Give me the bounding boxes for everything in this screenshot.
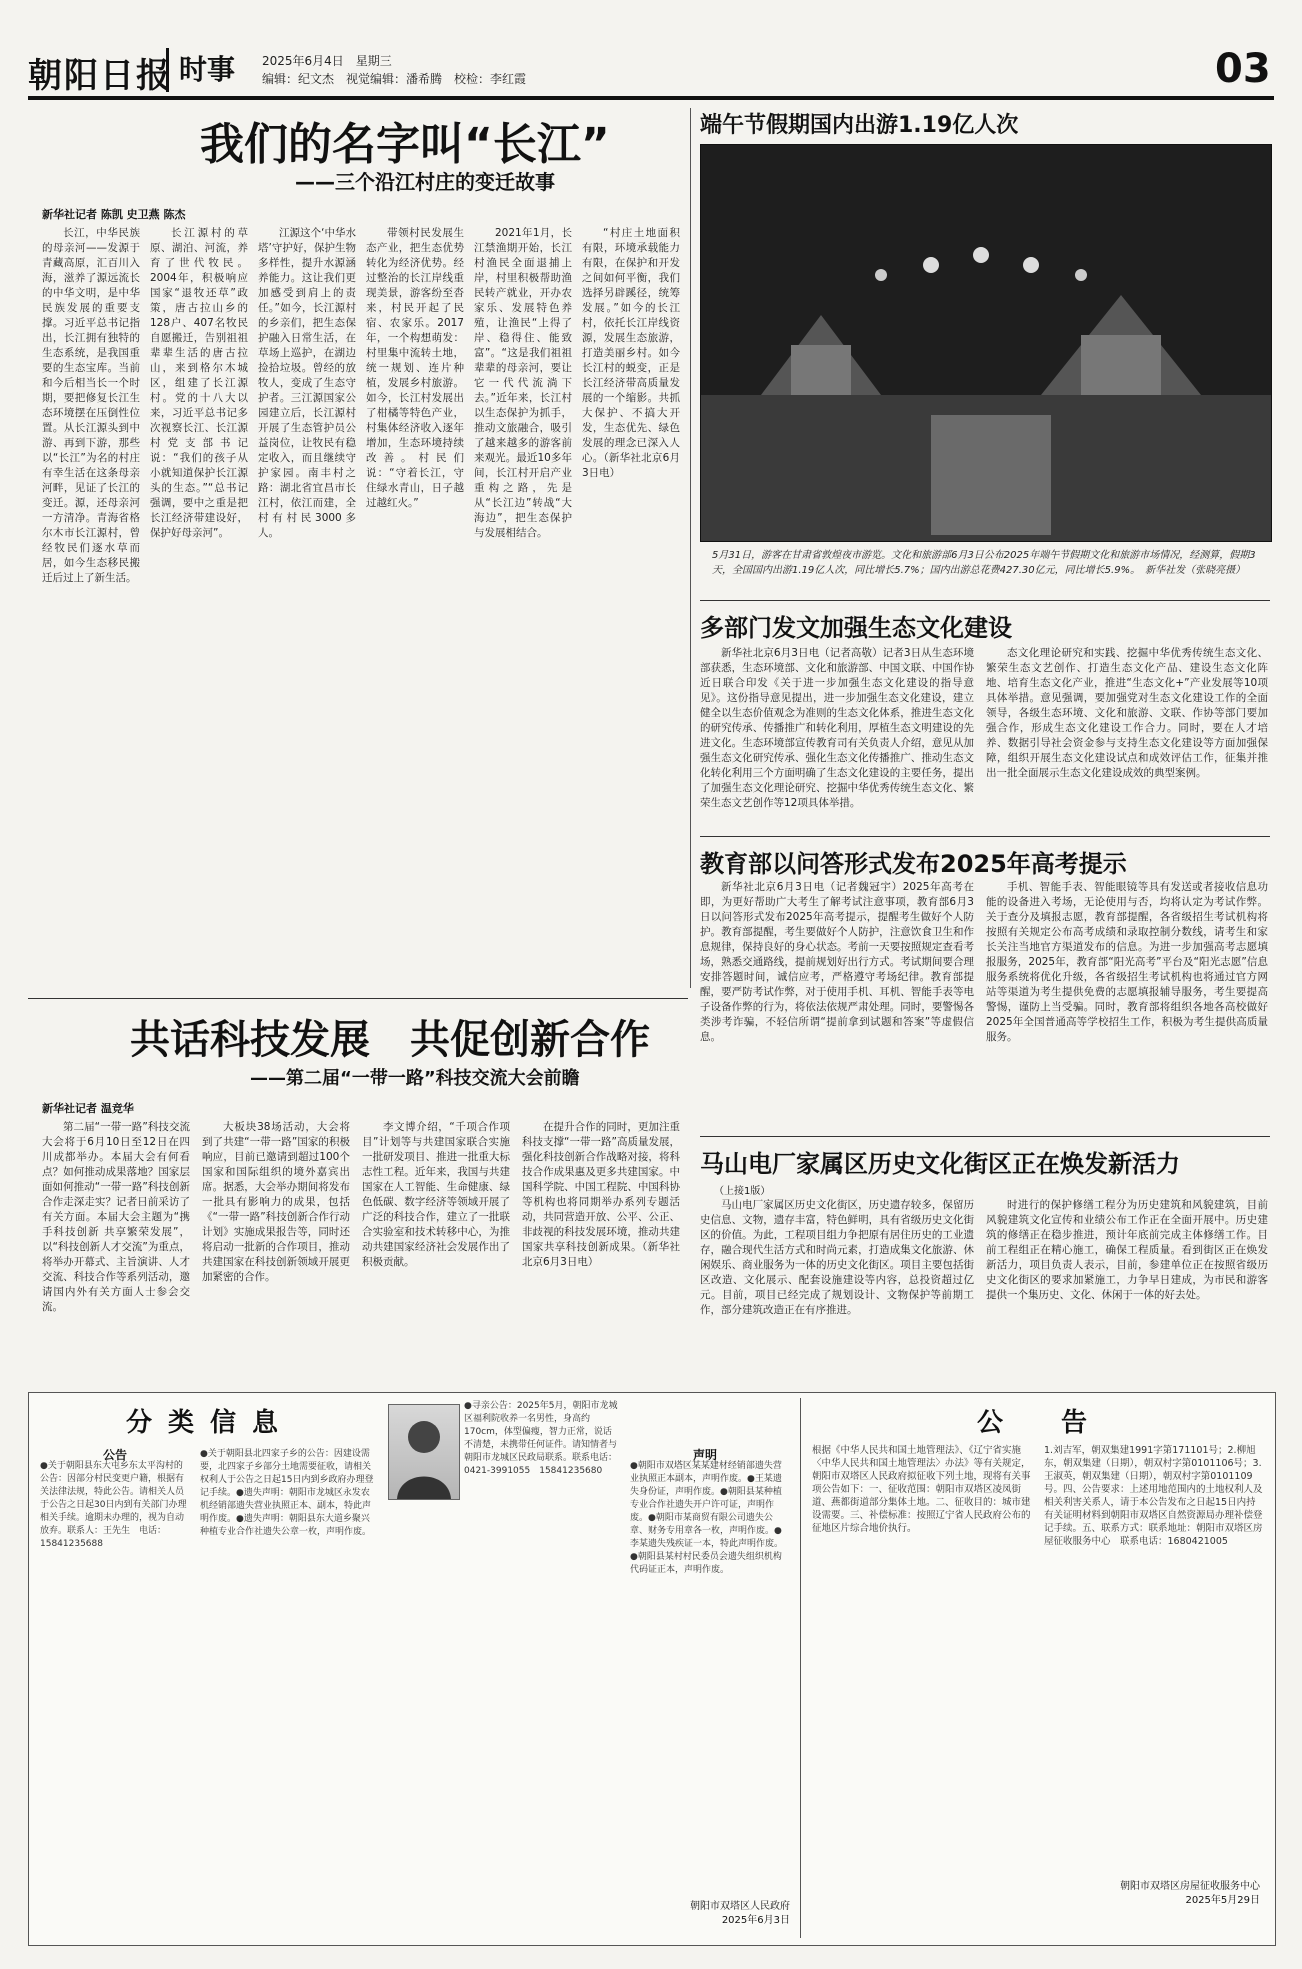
article5-byline: 新华社记者 温竞华 xyxy=(42,1102,134,1115)
photo-illustration xyxy=(701,145,1271,541)
article4-column-2: 手机、智能手表、智能眼镜等具有发送或者接收信息功能的设备进入考场，无论使用与否，均将认定为考试作弊。关于查分及填报志愿，教育部提醒，各省级招生考试机构将按照有关规定公布高考成绩和录取控制分数线，请考生和家长关注当地官方渠道发布的信息。为进一步加强高考志愿填报服务，2025年，教育部“阳光高考”平台及“阳光志愿”信息服务系统将优化升级，各省级招生考试机构也将通过官方网站等渠道为考生提供免费的志愿填报辅导服务，考生要提高警惕，谨防上当受骗。同时，教育部将组织各地各高校做好2025年全国普通高等学校招生工作，积极为考生提供高质量服务。 xyxy=(986,881,1268,1043)
article1-byline: 新华社记者 陈凯 史卫燕 陈杰 xyxy=(42,208,186,221)
article5-column-2: 大板块38场活动，大会将到了共建“一带一路”国家的积极响应，目前已邀请到超过100个国家和国际组织的境外嘉宾出席。据悉，大会举办期间将发布一批具有影响力的成果，包括《“一带一路”科技创新合作行动计划》实施成果报告等，同时还将启动一批新的合作项目，推动共建国家在科技创新领域开展更加紧密的合作。 xyxy=(202,1121,350,1283)
signature-org: 朝阳市双塔区房屋征收服务中心 xyxy=(1120,1881,1260,1892)
classified-column-2: ●关于朝阳县北四家子乡的公告：因建设需要，北四家子乡部分土地需要征收，请相关权利人于公告之日起15日内到乡政府办理登记手续。●遗失声明：朝阳市龙城区永发农机经销部遗失营业执照正本、副本，特此声明作废。●遗失声明：朝阳县东大道乡聚兴种植专业合作社遗失公章一枚，声明作废。 xyxy=(200,1449,374,1537)
article6-title: 马山电厂家属区历史文化街区正在焕发新活力 xyxy=(700,1150,1180,1178)
article4-column-1: 新华社北京6月3日电（记者魏冠宇）2025年高考在即，为更好帮助广大考生了解考试注意事项，教育部6月3日以问答形式发布2025年高考提示，提醒考生做好个人防护。教育部提醒，考生要做好个人防护，注意饮食卫生和作息规律，保持良好的身心状态。考前一天要按照规定查看考场，熟悉交通路线，提前规划好出行方式。考试期间要合理安排答题时间，诚信应考，严格遵守考场纪律。教育部提醒，要严防考试作弊，对于使用手机、耳机、智能手表等电子设备作弊的行为，将依法依规严肃处理。同时，要警惕各类涉考诈骗，不轻信所谓“提前拿到试题和答案”等虚假信息。 xyxy=(700,881,974,1043)
article5-column-1: 第二届“一带一路”科技交流大会将于6月10日至12日在四川成都举办。本届大会有何看点？如何推动成果落地？国家层面如何推动“一带一路”科技创新合作走深走实？记者日前采访了有关方面。本届大会主题为“携手科技创新 共享繁荣发展”，以“科技创新人才交流”为重点，将举办开幕式、主旨演讲、人才交流、科技合作等系列活动，邀请国内外有关方面人士参会交流。 xyxy=(42,1121,190,1313)
newspaper-logo: 朝阳日报 xyxy=(28,56,172,96)
masthead-meta xyxy=(262,52,526,88)
section-divider xyxy=(700,1136,1270,1137)
article1-subtitle: ——三个沿江村庄的变迁故事 xyxy=(295,170,555,194)
editors-line: 编辑：纪文杰 视觉编辑：潘希腾 校检：李红霞 xyxy=(262,72,527,86)
public-notice-column-2: 1.刘吉军，朝双集建1991字第171101号；2.柳旭东，朝双集建（日期），朝双村字第0101106号；3.王淑英，朝双集建（日期），朝双村字第0101109号。四、公告要求：上述用地范围内的土地权利人及相关利害关系人，请于本公告发布之日起15日内持有关证明材料到朝阳市双塔区自然资源局办理补偿登记手续。五、联系方式：联系地址：朝阳市双塔区房屋征收服务中心 联系电话：1680421005 xyxy=(1044,1445,1263,1547)
article6-column-1: 马山电厂家属区历史文化街区，历史遗存较多，保留历史信息、文物，遗存丰富，特色鲜明，具有省级历史文化街区的价值。为此，工程项目组力争把原有居住历史的工业遗存，融合现代生活方式和时尚元素，打造成集文化旅游、休闲娱乐、商业服务为一体的历史文化街区。项目主要包括街区改造、文化展示、配套设施建设等内容，总投资超过亿元。目前，项目已经完成了规划设计、文物保护等前期工作，部分建筑改造正在有序推进。 xyxy=(700,1199,974,1316)
notice-signature-left xyxy=(580,1900,790,1928)
page-number: 03 xyxy=(1215,46,1271,92)
classified-statement-heading: 声明 xyxy=(692,1448,717,1462)
public-notice-column-1: 根据《中华人民共和国土地管理法》、《辽宁省实施〈中华人民共和国土地管理法〉办法》等有关规定，朝阳市双塔区人民政府拟征收下列土地，现将有关事项公告如下：一、征收范围：朝阳市双塔区凌凤街道、燕都街道部分集体土地。二、征收目的：城市建设需要。三、补偿标准：按照辽宁省人民政府公布的征地区片综合地价执行。 xyxy=(812,1445,1031,1534)
classified-column-1: ●关于朝阳县东大屯乡东太平沟村的公告：因部分村民变更户籍，根据有关法律法规，特此公告。请相关人员于公告之日起30日内到有关部门办理相关手续。逾期未办理的，视为自动放弃。联系人：王先生 电话：15841235688 xyxy=(40,1461,187,1549)
article5-title: 共话科技发展 共促创新合作 xyxy=(130,1017,650,1063)
public-notice-title: 公 告 xyxy=(976,1408,1103,1438)
classified-column-4: ●朝阳市双塔区某某建材经销部遗失营业执照正本副本，声明作废。●王某遗失身份证，声明作废。●朝阳县某种植专业合作社遗失开户许可证，声明作废。●朝阳市某商贸有限公司遗失公章、财务专用章各一枚，声明作废。●李某遗失残疾证一本，特此声明作废。●朝阳县某村村民委员会遗失组织机构代码证正本，声明作废。 xyxy=(630,1461,784,1575)
section-divider xyxy=(28,998,688,999)
article5-column-3: 李文博介绍，“千项合作项目”计划等与共建国家联合实施一批研发项目、推进一批重大标志性工程。近年来，我国与共建国家在人工智能、生命健康、绿色低碳、数字经济等领域开展了广泛的科技合作，建立了一批联合实验室和技术转移中心，为推动共建国家经济社会发展作出了积极贡献。 xyxy=(362,1121,510,1268)
article4-title: 教育部以问答形式发布2025年高考提示 xyxy=(700,850,1127,878)
signature-date: 2025年6月3日 xyxy=(721,1915,790,1926)
article3-column-2: 态文化理论研究和实践、挖掘中华优秀传统生态文化、繁荣生态文艺创作、打造生态文化产品、建设生态文化阵地、培育生态文化产业，推进“生态文化+”产业发展等10项具体举措。意见强调，要加强党对生态文化建设工作的全面领导，各级生态环境、文化和旅游、文联、作协等部门要加强合作，形成生态文化建设工作合力。同时，要在人才培养、数据引导社会资金参与支持生态文化建设等方面加强保障，组织开展生态文化建设试点和成效评估工作，征集并推出一批全面展示生态文化建设成效的典型案例。 xyxy=(986,647,1268,779)
article1-column-1: 长江，中华民族的母亲河——发源于青藏高原，汇百川入海，滋养了源远流长的中华文明，是中华民族发展的重要支撑。习近平总书记指出，长江拥有独特的生态系统，是我国重要的生态宝库。当前和今后相当长一个时期，要把修复长江生态环境摆在压倒性位置。从长江源头到中游、再到下游，那些以“长江”为名的村庄有幸生活在这条母亲河畔，见证了长江的变迁。源，还母亲河一方清净。青海省格尔木市长江源村，曾经牧民们逐水草而居，如今生态移民搬迁后过上了新生活。 xyxy=(42,227,140,584)
article3-title: 多部门发文加强生态文化建设 xyxy=(700,614,1012,642)
article2-caption: 5月31日，游客在甘肃省敦煌夜市游览。文化和旅游部6月3日公布2025年端午节假期文化和旅游市场情况，经测算，假期3天，全国国内出游1.19亿人次，同比增长5.7%；国内出游总花费427.30亿元，同比增长5.9%。 新华社发（张晓亮摄） xyxy=(712,550,1256,576)
public-notice-signature xyxy=(1060,1880,1260,1908)
article6-column-2: 时进行的保护修缮工程分为历史建筑和风貌建筑，目前风貌建筑文化宣传和业绩公布工作正在全面开展中。历史建筑的修缮正在稳步推进，预计年底前完成主体修缮工作。目前工程组正在精心施工，确保工程质量。看到街区正在焕发新活力，项目负责人表示，目前，参建单位正在按照省级历史文化街区的要求加紧施工，力争早日建成，为市民和游客提供一个集历史、文化、休闲于一体的好去处。 xyxy=(986,1199,1268,1301)
classified-column-3: ●寻亲公告：2025年5月，朝阳市龙城区福利院收养一名男性，身高约170cm，体型偏瘦，智力正常，说话不清楚，未携带任何证件。请知情者与朝阳市龙城区民政局联系。联系电话：0421-3991055 15841235680 xyxy=(464,1401,618,1476)
article1-column-2: 长江源村的草原、湖泊、河流，养育了世代牧民。2004年，积极响应国家“退牧还草”政策，唐古拉山乡的128户、407名牧民自愿搬迁，告别祖祖辈辈生活的唐古拉山，来到格尔木城区，组建了长江源村。党的十八大以来，习近平总书记多次视察长江、长江源村党支部书记说：“我们的孩子从小就知道保护长江源头的生态。”“总书记强调，要中之重是把长江经济带建设好，保护好母亲河”。 xyxy=(150,227,248,539)
article1-column-6: “村庄土地面积有限，环境承载能力有限，在保护和开发之间如何平衡，我们选择另辟蹊径，统筹发展。”如今的长江村，依托长江岸线资源，发展生态旅游，打造美丽乡村。如今长江村的蜕变，正是长江经济带高质量发展的一个缩影。共抓大保护、不搞大开发，生态优先、绿色发展的理念已深入人心。（新华社北京6月3日电） xyxy=(582,227,680,479)
article5-column-4: 在提升合作的同时，更加注重科技支撑“一带一路”高质量发展，强化科技创新合作战略对接，将科技合作成果惠及更多共建国家。中国科学院、中国工程院、中国科协等机构也将同期举办系列专题活动，共同营造开放、公平、公正、非歧视的科技发展环境，推动共建国家共享科技创新成果。（新华社北京6月3日电） xyxy=(522,1121,680,1268)
article1-title: 我们的名字叫“长江” xyxy=(200,119,610,170)
signature-date: 2025年5月29日 xyxy=(1185,1895,1260,1906)
article5-subtitle: ——第二届“一带一路”科技交流大会前瞻 xyxy=(250,1068,580,1089)
section-divider xyxy=(700,600,1270,601)
column-divider xyxy=(690,108,691,988)
classified-title: 分类信息 xyxy=(125,1408,294,1438)
article1-column-5: 2021年1月，长江禁渔期开始，长江村渔民全面退捕上岸，村里积极帮助渔民转产就业，开办农家乐、发展特色养殖，让渔民“上得了岸、稳得住、能致富”。“这是我们祖祖辈辈的母亲河，要让它一代代流淌下去。”近年来，长江村以生态保护为抓手，推动文旅融合，吸引了越来越多的游客前来观光。最近10多年间，长江村开启产业重构之路，先是从“长江边”转战“大海边”，把生态保护与发展相结合。 xyxy=(474,227,572,539)
article3-column-1: 新华社北京6月3日电（记者高敬）记者3日从生态环境部获悉，生态环境部、文化和旅游部、中国文联、中国作协近日联合印发《关于进一步加强生态文化建设的指导意见》。这份指导意见提出，进一步加强生态文化建设，建立健全以生态价值观念为准则的生态文化体系，推进生态文化的研究传承、传播推广和转化利用，厚植生态文明建设的先进文化。生态环境部宣传教育司有关负责人介绍，意见从加强生态文化研究传承、强化生态文化传播推广、推动生态文化转化利用三个方面明确了生态文化建设的主要任务，提出了加强生态文化理论研究、挖掘中华优秀传统生态文化、繁荣生态文艺创作等12项具体举措。 xyxy=(700,647,974,809)
section-divider xyxy=(700,836,1270,837)
article1-column-4: 带领村民发展生态产业，把生态优势转化为经济优势。经过整治的长江岸线重现美景，游客纷至沓来，村民开起了民宿、农家乐。2017年，一个构想萌发：村里集中流转土地，统一规划、连片种植，发展乡村旅游。如今，长江村发展出了柑橘等特色产业，村集体经济收入逐年增加，生态环境持续改善。村民们说：“守着长江，守住绿水青山，日子越过越红火。” xyxy=(366,227,464,509)
date-line: 2025年6月4日 星期三 xyxy=(262,54,392,68)
classified-notice-heading: 公告 xyxy=(102,1448,127,1462)
section-title: 时事 xyxy=(166,48,253,92)
top-rule xyxy=(28,96,1274,100)
article6-continuation: （上接1版） xyxy=(714,1186,771,1197)
article2-title: 端午节假期国内出游1.19亿人次 xyxy=(700,113,1019,138)
portrait-icon xyxy=(389,1405,459,1499)
article1-column-3: 江源这个‘中华水塔’守护好，保护生物多样性，提升水源涵养能力。这让我们更加感受到肩上的责任。”如今，长江源村的乡亲们，把生态保护融入日常生活，在草场上巡护，在湖边捡拾垃圾。曾经的放牧人，变成了生态守护者。三江源国家公园建立后，长江源村开展了生态管护员公益岗位，让牧民有稳定收入，而且继续守护家园。南丰村之路：湖北省宜昌市长江村，依江而建，全村有村民3000多人。 xyxy=(258,227,356,539)
dunhuang-night-market-photo xyxy=(700,144,1272,542)
missing-person-portrait xyxy=(388,1404,460,1500)
signature-org: 朝阳市双塔区人民政府 xyxy=(690,1901,790,1912)
column-divider xyxy=(800,1398,801,1938)
